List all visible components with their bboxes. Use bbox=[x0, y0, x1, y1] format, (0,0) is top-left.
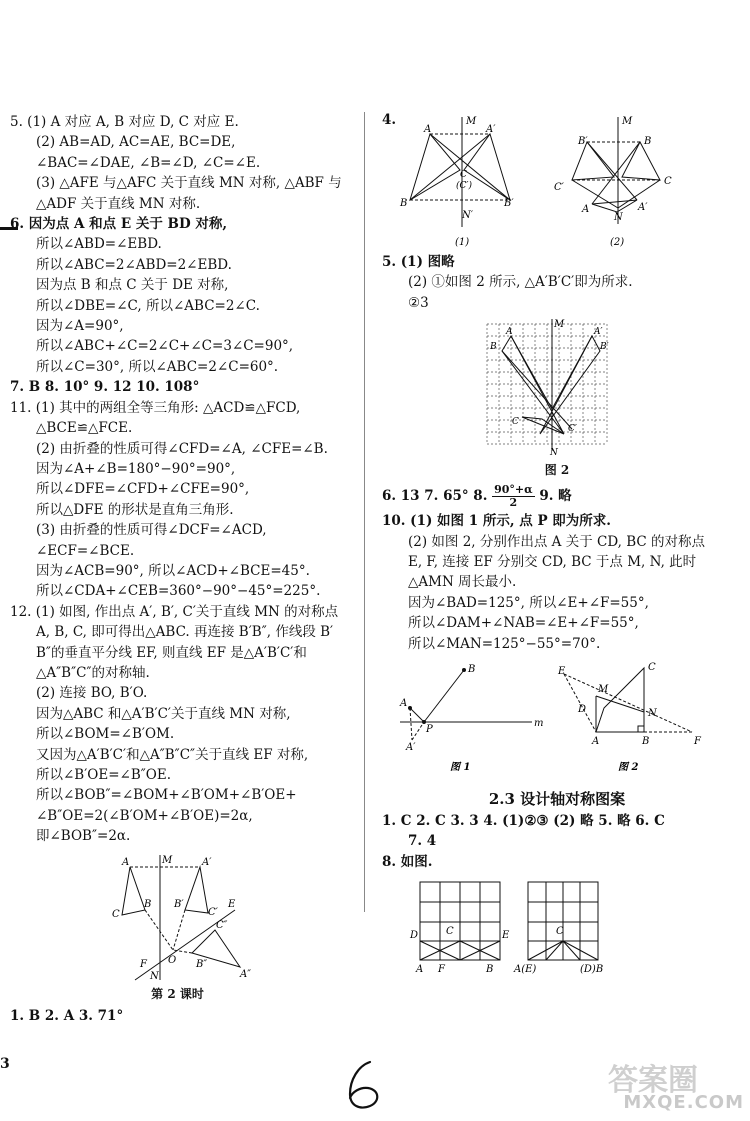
watermark-logo: 答案圈 bbox=[608, 1063, 698, 1098]
svg-text:E: E bbox=[502, 930, 510, 942]
svg-text:E: E bbox=[228, 898, 236, 910]
svg-text:A″: A″ bbox=[240, 968, 251, 980]
svg-text:(C′): (C′) bbox=[456, 181, 472, 191]
svg-text:A′: A′ bbox=[406, 742, 416, 754]
svg-text:C′: C′ bbox=[208, 906, 218, 918]
answer-10: 10. (1) 如图 1 所示, 点 P 即为所求. (2) 如图 2, 分别作出点 A 关于 CD, BC 的对称点 E, F, 连接 EF 分别交 CD, BC 于点 M, N, 此时 △AMN 周长最小. 因为∠BAD=125°, 所以∠E+∠F=55°, 所以∠DAM+∠NAB=∠E+∠F=55°, 所以∠MAN=125°−55°=70°. bbox=[382, 513, 706, 652]
svg-text:B: B bbox=[468, 664, 476, 676]
svg-text:A′: A′ bbox=[638, 202, 648, 213]
svg-text:N′: N′ bbox=[462, 210, 474, 221]
svg-text:A: A bbox=[592, 736, 600, 748]
svg-text:M: M bbox=[598, 684, 609, 696]
figures-q10 bbox=[382, 660, 732, 780]
q4-diagrams bbox=[382, 112, 732, 252]
svg-text:B: B bbox=[486, 964, 494, 976]
svg-text:A′: A′ bbox=[486, 124, 496, 135]
svg-text:M: M bbox=[162, 854, 173, 866]
fraction-q8: $\frac{90^\circ+\alpha}{2}$ bbox=[494, 483, 533, 510]
svg-text:A: A bbox=[424, 124, 432, 135]
svg-text:B′: B′ bbox=[504, 198, 514, 209]
svg-text:B: B bbox=[490, 342, 497, 353]
answers-7-10: 7. B 8. 10° 9. 12 10. 108° bbox=[10, 379, 200, 396]
answer-5-right: 5. (1) 图略 (2) ①如图 2 所示, △A′B′C′即为所求. ②3 bbox=[382, 254, 633, 311]
svg-text:N: N bbox=[648, 708, 657, 720]
watermark-site: MXQE.COM bbox=[623, 1092, 744, 1113]
svg-text:B′: B′ bbox=[600, 342, 609, 353]
svg-text:N: N bbox=[550, 448, 558, 459]
answer-6: 6. 因为点 A 和点 E 关于 BD 对称, 所以∠ABD=∠EBD. 所以∠ABC=2∠ABD=2∠EBD. 因为点 B 和点 C 关于 DE 对称, 所以∠DBE=∠C, 所以∠ABC=2∠C. 因为∠A=90°, 所以∠ABC+∠C=2∠C+∠C=3∠C=90°, 所以∠C=30°, 所以∠ABC=2∠C=60°. bbox=[10, 216, 294, 375]
svg-text:A: A bbox=[506, 327, 513, 338]
svg-text:B: B bbox=[400, 198, 408, 209]
answer-12: 12. (1) 如图, 作出点 A′, B′, C′关于直线 MN 的对称点 A, B, C, 即可得出△ABC. 再连接 B′B″, 作线段 B′ B″的垂直平分线 EF, 则直线 EF 是△A′B′C′和 △A″B″C″的对称轴. (2) 连接 BO, B′O. 因为△ABC 和△A′B′C′关于直线 MN 对称, 所以∠BOM=∠B′OM. 又因为△A′B′C′和△A″B″C″关于直线 EF 对称, 所以∠B′OE=∠B″OE. 所以∠BOB″=∠BOM+∠B′OM+∠B′OE+ ∠B″OE=2(∠B′OM+∠B′OE)=2α, 即∠BOB″=2α. bbox=[10, 603, 339, 845]
section-title: 2.3 设计轴对称图案 bbox=[488, 790, 626, 809]
svg-text:m: m bbox=[534, 718, 544, 730]
figure-grid-q5 bbox=[482, 319, 612, 459]
svg-text:N: N bbox=[150, 970, 159, 982]
svg-text:C′: C′ bbox=[554, 182, 564, 193]
svg-text:B: B bbox=[644, 136, 652, 147]
figure2-caption: 图 2 bbox=[544, 463, 570, 478]
svg-text:D: D bbox=[578, 704, 587, 716]
svg-text:C: C bbox=[664, 176, 672, 187]
answer-5: 5. (1) A 对应 A, B 对应 D, C 对应 E. (2) AB=AD, AC=AE, BC=DE, ∠BAC=∠DAE, ∠B=∠D, ∠C=∠E. (3) △AFE 与△AFC 关于直线 MN 对称, △ABF 与 △ADF 关于直线 MN 对称. bbox=[10, 114, 342, 212]
svg-text:C: C bbox=[112, 908, 120, 920]
svg-text:C: C bbox=[648, 662, 656, 674]
svg-text:A: A bbox=[400, 698, 408, 710]
watermark bbox=[590, 1055, 750, 1121]
figure-q8-patterns bbox=[382, 876, 732, 976]
svg-text:(D)B: (D)B bbox=[580, 964, 604, 976]
svg-text:B′: B′ bbox=[174, 898, 184, 910]
svg-text:F: F bbox=[438, 964, 445, 976]
handwritten-mark bbox=[340, 1058, 390, 1114]
svg-text:图 1: 图 1 bbox=[450, 762, 471, 774]
figure-q12 bbox=[100, 855, 270, 985]
pattern-diagrams bbox=[382, 876, 732, 976]
svg-text:(2): (2) bbox=[610, 237, 625, 248]
svg-text:B: B bbox=[642, 736, 650, 748]
svg-text:A′: A′ bbox=[594, 327, 603, 338]
svg-text:A: A bbox=[416, 964, 424, 976]
grid-diagram bbox=[482, 319, 612, 459]
svg-text:B′: B′ bbox=[578, 136, 588, 147]
reflection-diagram bbox=[100, 855, 270, 985]
svg-text:A: A bbox=[582, 204, 590, 215]
svg-text:C: C bbox=[556, 926, 564, 938]
svg-text:N: N bbox=[614, 212, 623, 223]
svg-text:P: P bbox=[426, 724, 433, 736]
svg-text:C: C bbox=[512, 417, 519, 428]
svg-text:A′: A′ bbox=[202, 856, 212, 868]
svg-text:C″: C″ bbox=[216, 919, 228, 931]
svg-text:B: B bbox=[144, 898, 152, 910]
right-column bbox=[382, 112, 732, 976]
svg-text:A(E): A(E) bbox=[514, 964, 537, 976]
svg-text:M: M bbox=[622, 116, 633, 127]
svg-text:E: E bbox=[558, 666, 566, 678]
figure-q4: 4. M A A′ B B′ C (C′) N′ (1) M B′ B C′ C A A′ N (2) bbox=[382, 112, 732, 252]
svg-text:A: A bbox=[122, 856, 130, 868]
svg-text:M: M bbox=[554, 319, 565, 331]
svg-text:B″: B″ bbox=[196, 958, 208, 970]
svg-text:C: C bbox=[446, 926, 454, 938]
svg-text:D: D bbox=[410, 930, 419, 942]
figure-caption-lesson2: 第 2 课时 bbox=[151, 986, 204, 1001]
section-answers: 1. C 2. C 3. 3 4. (1)②③ (2) 略 5. 略 6. C 7. 4 8. 如图. bbox=[382, 813, 665, 870]
svg-text:M: M bbox=[466, 116, 477, 127]
q10-diagrams bbox=[382, 660, 732, 780]
svg-text:C′: C′ bbox=[568, 424, 577, 435]
column-divider bbox=[364, 112, 365, 912]
answer-11: 11. (1) 其中的两组全等三角形: △ACD≌△FCD, △BCE≌△FCE. (2) 由折叠的性质可得∠CFD=∠A, ∠CFE=∠B. 因为∠A+∠B=180°−90°=90°, 所以∠DFE=∠CFD+∠CFE=90°, 所以△DFE 的形状是直角三角形. (3) 由折叠的性质可得∠DCF=∠ACD, ∠ECF=∠BCE. 因为∠ACB=90°, 所以∠ACD+∠BCE=45°. 所以∠CDA+∠CEB=360°−90°−45°=225°. bbox=[10, 399, 328, 600]
svg-text:F: F bbox=[140, 958, 147, 970]
svg-text:(1): (1) bbox=[455, 237, 470, 248]
page-number: 3 bbox=[0, 1056, 10, 1072]
svg-text:O: O bbox=[168, 954, 177, 966]
lesson2-answers: 1. B 2. A 3. 71° bbox=[10, 1007, 124, 1024]
left-column bbox=[10, 112, 355, 1026]
handwritten-six bbox=[340, 1058, 390, 1114]
svg-text:图 2: 图 2 bbox=[618, 762, 639, 774]
svg-text:C: C bbox=[460, 170, 467, 180]
answers-6-9: 6. 13 7. 65° 8. $\frac{90^\circ+\alpha}{2}$ 9. 略 bbox=[382, 483, 572, 510]
svg-text:F: F bbox=[694, 736, 701, 748]
